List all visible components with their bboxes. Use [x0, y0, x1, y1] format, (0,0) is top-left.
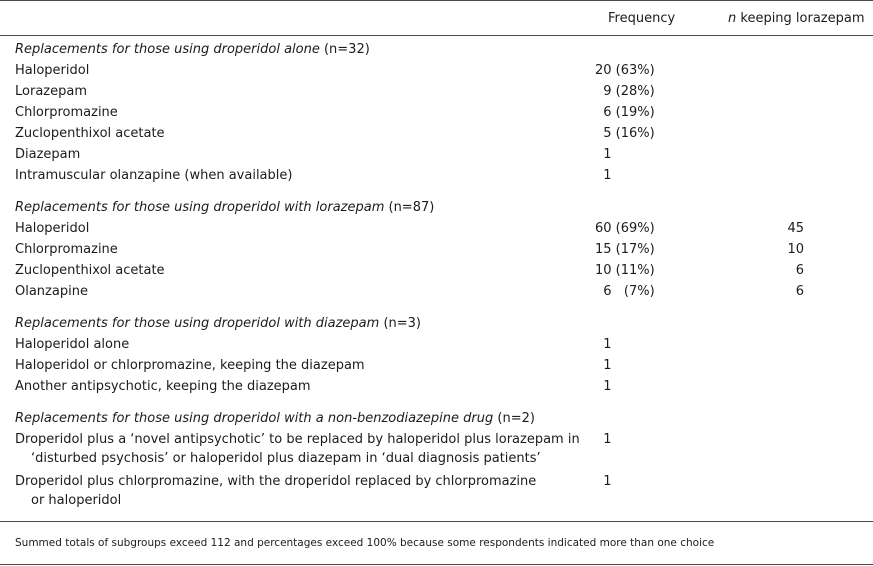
- row-label-continuation: ‘disturbed psychosis’ or haloperidol plus diazepam in ‘dual diagnosis patients’: [31, 451, 541, 466]
- section-title-text: Replacements for those using droperidol alone: [15, 42, 320, 57]
- row-frequency: 1: [595, 379, 612, 394]
- row-label: Zuclopenthixol acetate: [15, 126, 165, 141]
- row-keeping-lorazepam: 6: [795, 284, 804, 299]
- row-frequency: 6 (19%): [595, 105, 655, 120]
- row-label: Droperidol plus chlorpromazine, with the droperidol replaced by chlorpromazine: [15, 474, 537, 489]
- row-label: Another antipsychotic, keeping the diazepam: [15, 379, 311, 394]
- row-label: Olanzapine: [15, 284, 88, 299]
- row-frequency: 1: [595, 358, 612, 373]
- row-frequency: 1: [595, 337, 612, 352]
- header-rule: [0, 35, 873, 36]
- table-row: [15, 124, 165, 143]
- section-title-text: Replacements for those using droperidol with diazepam: [15, 316, 380, 331]
- row-label: Chlorpromazine: [15, 242, 118, 257]
- table-row: [15, 145, 80, 164]
- section-count: (n=32): [319, 42, 370, 57]
- section-count: (n=2): [493, 411, 535, 426]
- table-row: [15, 472, 536, 491]
- row-frequency: 1: [595, 147, 612, 162]
- table-top-rule: [0, 0, 873, 1]
- keeping-header-label: keeping lorazepam: [736, 11, 865, 26]
- row-keeping-lorazepam: 10: [787, 242, 804, 257]
- frequency-header-label: Frequency: [608, 11, 676, 26]
- row-frequency: 6 (7%): [595, 284, 655, 299]
- row-label: Chlorpromazine: [15, 105, 118, 120]
- table-row: [15, 377, 311, 396]
- table-row: [15, 430, 580, 449]
- n-symbol: n: [728, 11, 737, 26]
- section-title-droperidol-non-benzodiazepine: [15, 409, 535, 428]
- row-keeping-lorazepam: 6: [795, 263, 804, 278]
- row-frequency: 1: [595, 474, 612, 489]
- row-label: Haloperidol: [15, 221, 90, 236]
- row-label: Haloperidol: [15, 63, 90, 78]
- table-row: [15, 82, 87, 101]
- row-label: Haloperidol alone: [15, 337, 130, 352]
- row-frequency: 10 (11%): [595, 263, 655, 278]
- row-frequency: 60 (69%): [595, 221, 655, 236]
- row-frequency: 15 (17%): [595, 242, 655, 257]
- row-frequency: 5 (16%): [595, 126, 655, 141]
- table-footnote: Summed totals of subgroups exceed 112 and percentages exceed 100% because some respondents indicated more than one choice: [15, 537, 715, 549]
- table-row: [15, 356, 365, 375]
- table-row: [15, 103, 118, 122]
- column-header-keeping-lorazepam: [728, 9, 865, 28]
- section-title-text: Replacements for those using droperidol with lorazepam: [15, 200, 385, 215]
- footer-rule: [0, 521, 873, 522]
- table-row: [15, 240, 118, 259]
- section-count: (n=3): [379, 316, 421, 331]
- column-header-frequency: [608, 9, 675, 28]
- section-title-droperidol-alone: [15, 40, 370, 59]
- row-label-continuation: or haloperidol: [31, 493, 122, 508]
- table-row: [15, 219, 89, 238]
- section-count: (n=87): [384, 200, 435, 215]
- row-frequency: 1: [595, 168, 612, 183]
- table-row: [15, 61, 89, 80]
- row-frequency: 20 (63%): [595, 63, 655, 78]
- table-row: [15, 282, 88, 301]
- row-label: Zuclopenthixol acetate: [15, 263, 165, 278]
- table-bottom-rule: [0, 564, 873, 565]
- row-label: Droperidol plus a ‘novel antipsychotic’ to be replaced by haloperidol plus lorazepam in: [15, 432, 580, 447]
- table-row: [15, 335, 129, 354]
- row-label: Diazepam: [15, 147, 81, 162]
- row-keeping-lorazepam: 45: [787, 221, 804, 236]
- row-frequency: 9 (28%): [595, 84, 655, 99]
- section-title-droperidol-diazepam: [15, 314, 421, 333]
- table-row: [15, 166, 292, 185]
- section-title-droperidol-lorazepam: [15, 198, 434, 217]
- row-label: Intramuscular olanzapine (when available): [15, 168, 293, 183]
- row-label: Haloperidol or chlorpromazine, keeping the diazepam: [15, 358, 365, 373]
- section-title-text: Replacements for those using droperidol with a non-benzodiazepine drug: [15, 411, 494, 426]
- row-label: Lorazepam: [15, 84, 87, 99]
- row-frequency: 1: [595, 432, 612, 447]
- table-row: [15, 261, 165, 280]
